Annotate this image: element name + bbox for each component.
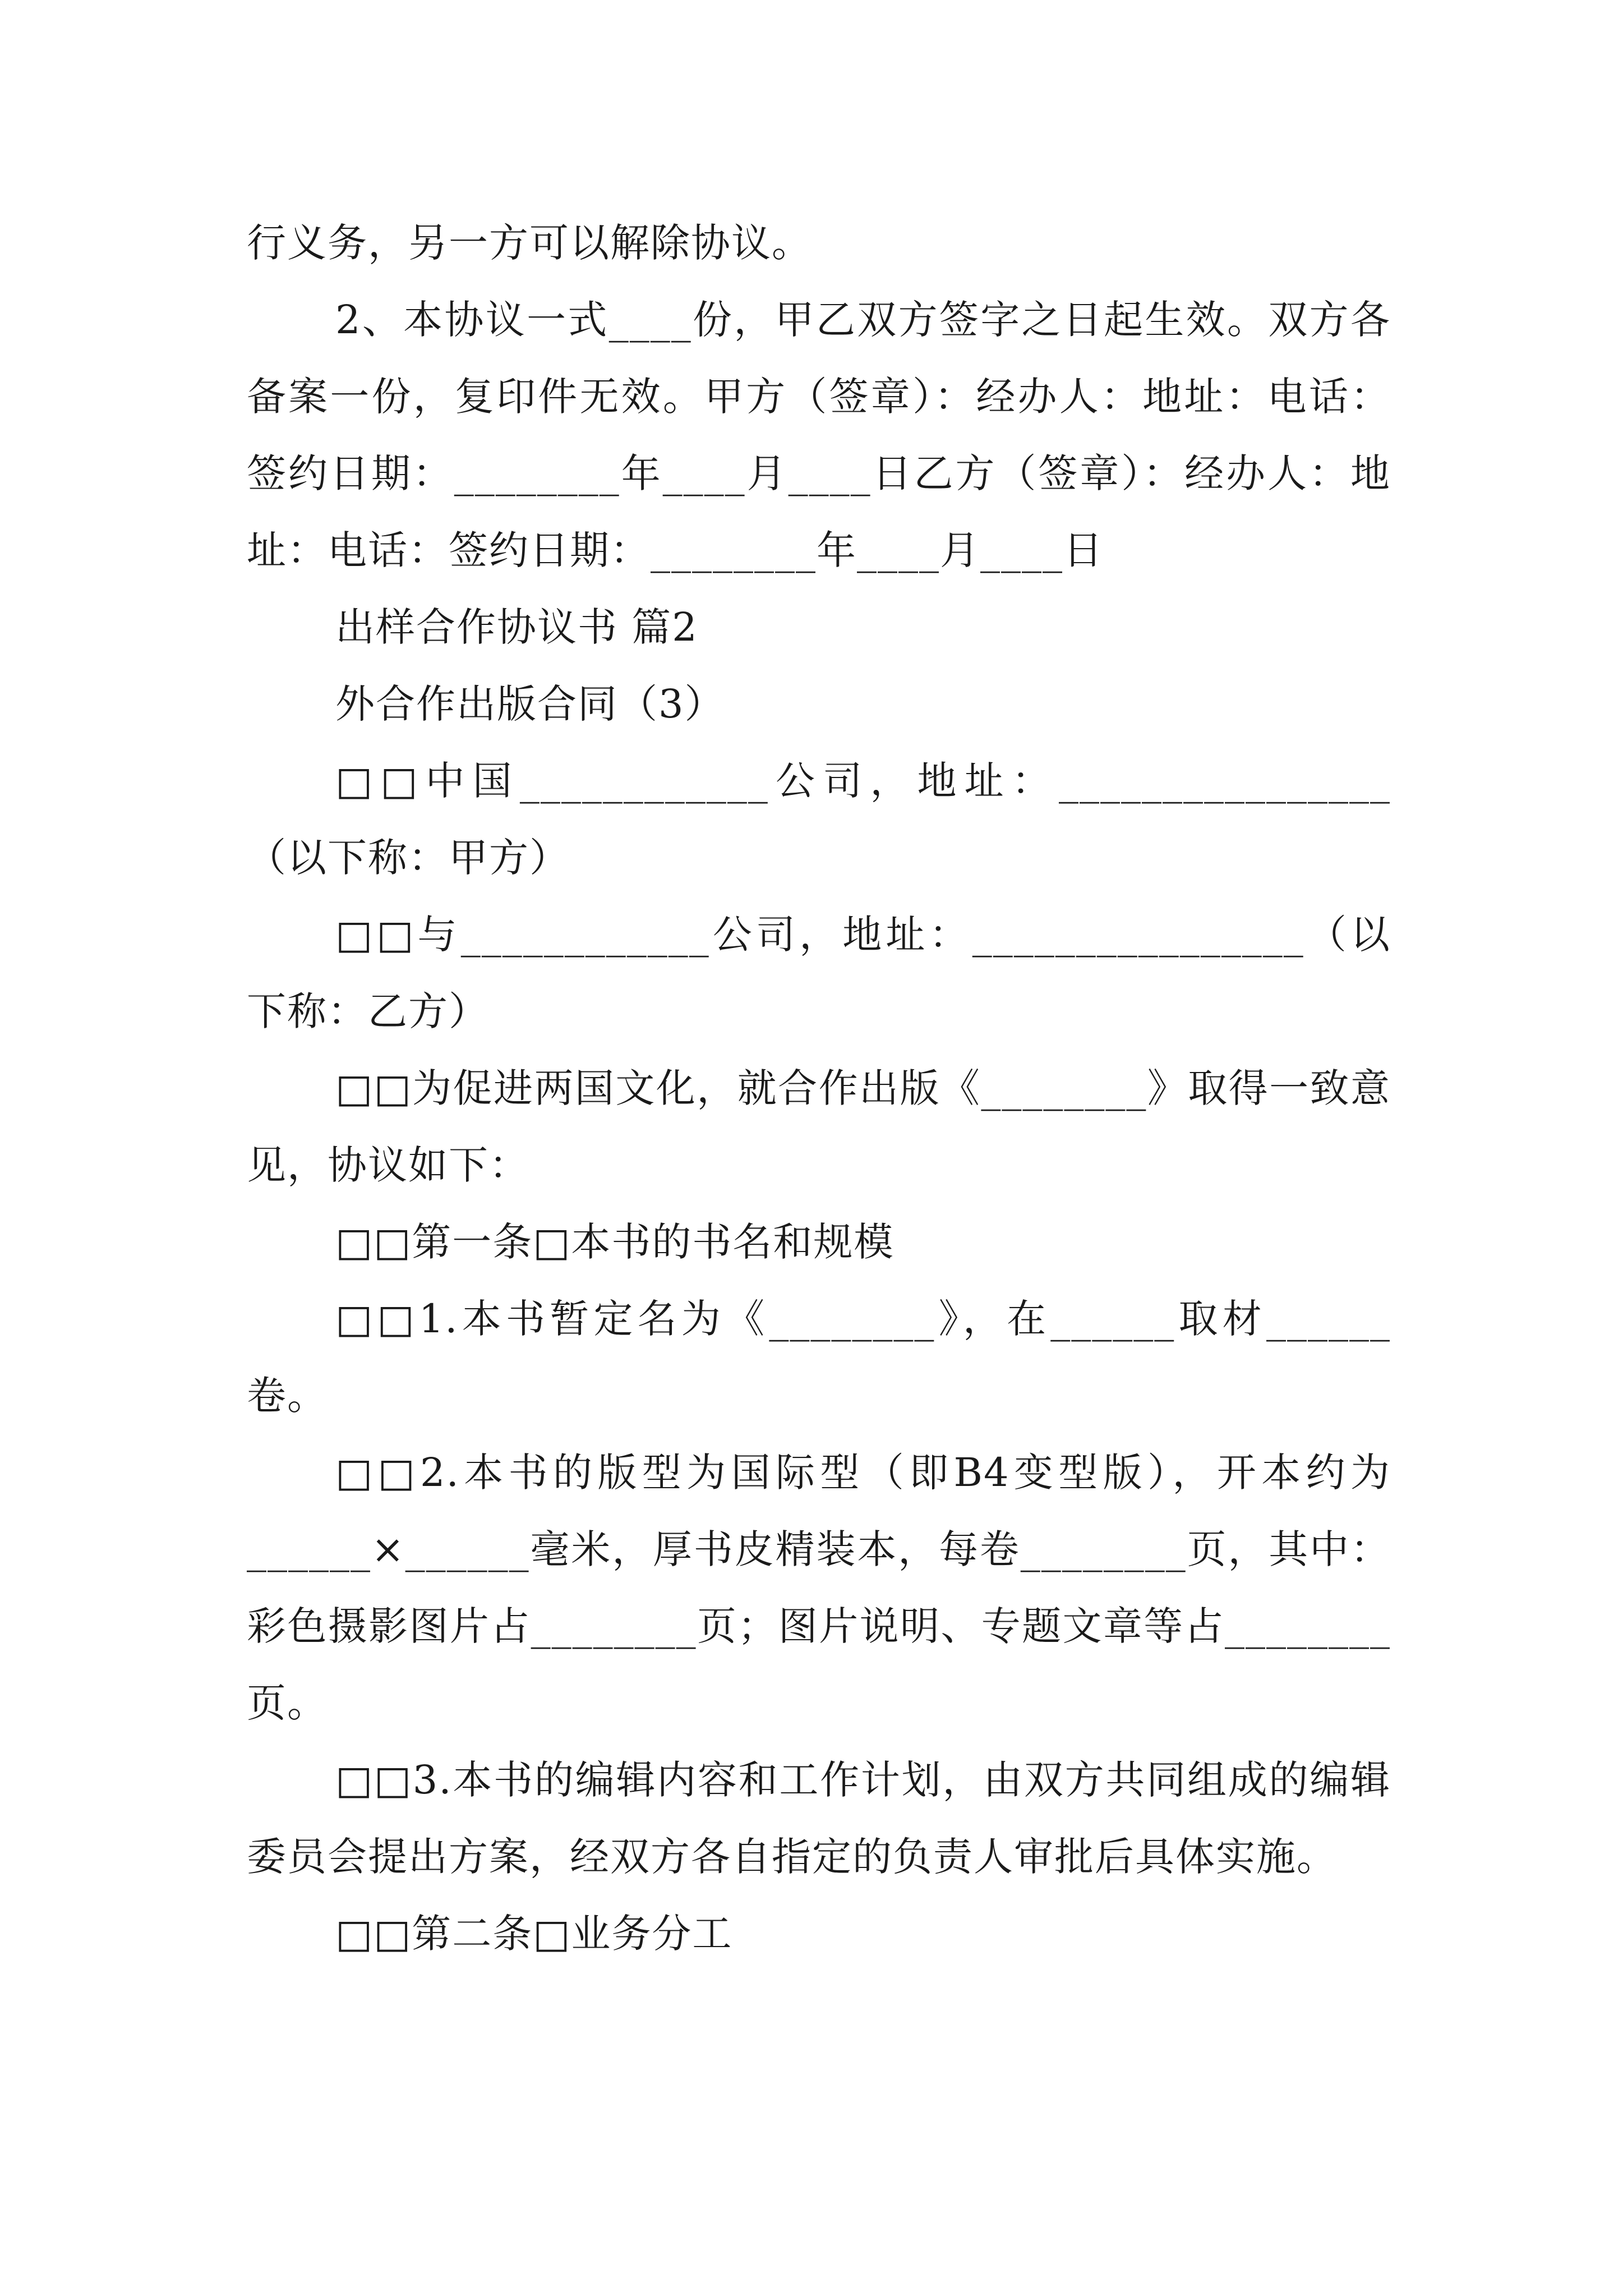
agreement-purpose: □□为促进两国文化，就合作出版《________》取得一致意见，协议如下：: [247, 1065, 1391, 1188]
contract-title: 外合作出版合同（3）: [335, 681, 725, 727]
section-heading-part2: 出样合作协议书 篇2: [335, 604, 698, 650]
paragraph-copies-and-signatures: 2、本协议一式____份，甲乙双方签字之日起生效。双方各备案一份，复印件无效。甲方（签章）：经办人：地址：电话：签约日期：________年____月____日乙方（签章）：经办人：地址：电话：签约日期：________年____月____日: [247, 297, 1391, 573]
article-1-clause-2: □□2.本书的版型为国际型（即B4变型版），开本约为______×______毫米，厚书皮精装本，每卷________页，其中：彩色摄影图片占________页；图片说明、专题文章等占________页。: [247, 1450, 1391, 1726]
article-1-clause-1: □□1.本书暂定名为《________》，在______取材______卷。: [247, 1296, 1391, 1419]
party-a-line: □□中国____________公司，地址：________________（以下称：甲方）: [247, 758, 1391, 881]
article-1-clause-3: □□3.本书的编辑内容和工作计划，由双方共同组成的编辑委员会提出方案，经双方各自指定的负责人审批后具体实施。: [247, 1757, 1391, 1880]
party-b-line: □□与____________公司，地址：________________（以下称：乙方）: [247, 912, 1391, 1034]
paragraph-obligation-end: 行义务，另一方可以解除协议。: [247, 220, 812, 266]
article-1-heading: □□第一条□本书的书名和规模: [335, 1219, 895, 1265]
article-2-heading: □□第二条□业务分工: [335, 1911, 733, 1957]
document-body: [247, 205, 1391, 1972]
